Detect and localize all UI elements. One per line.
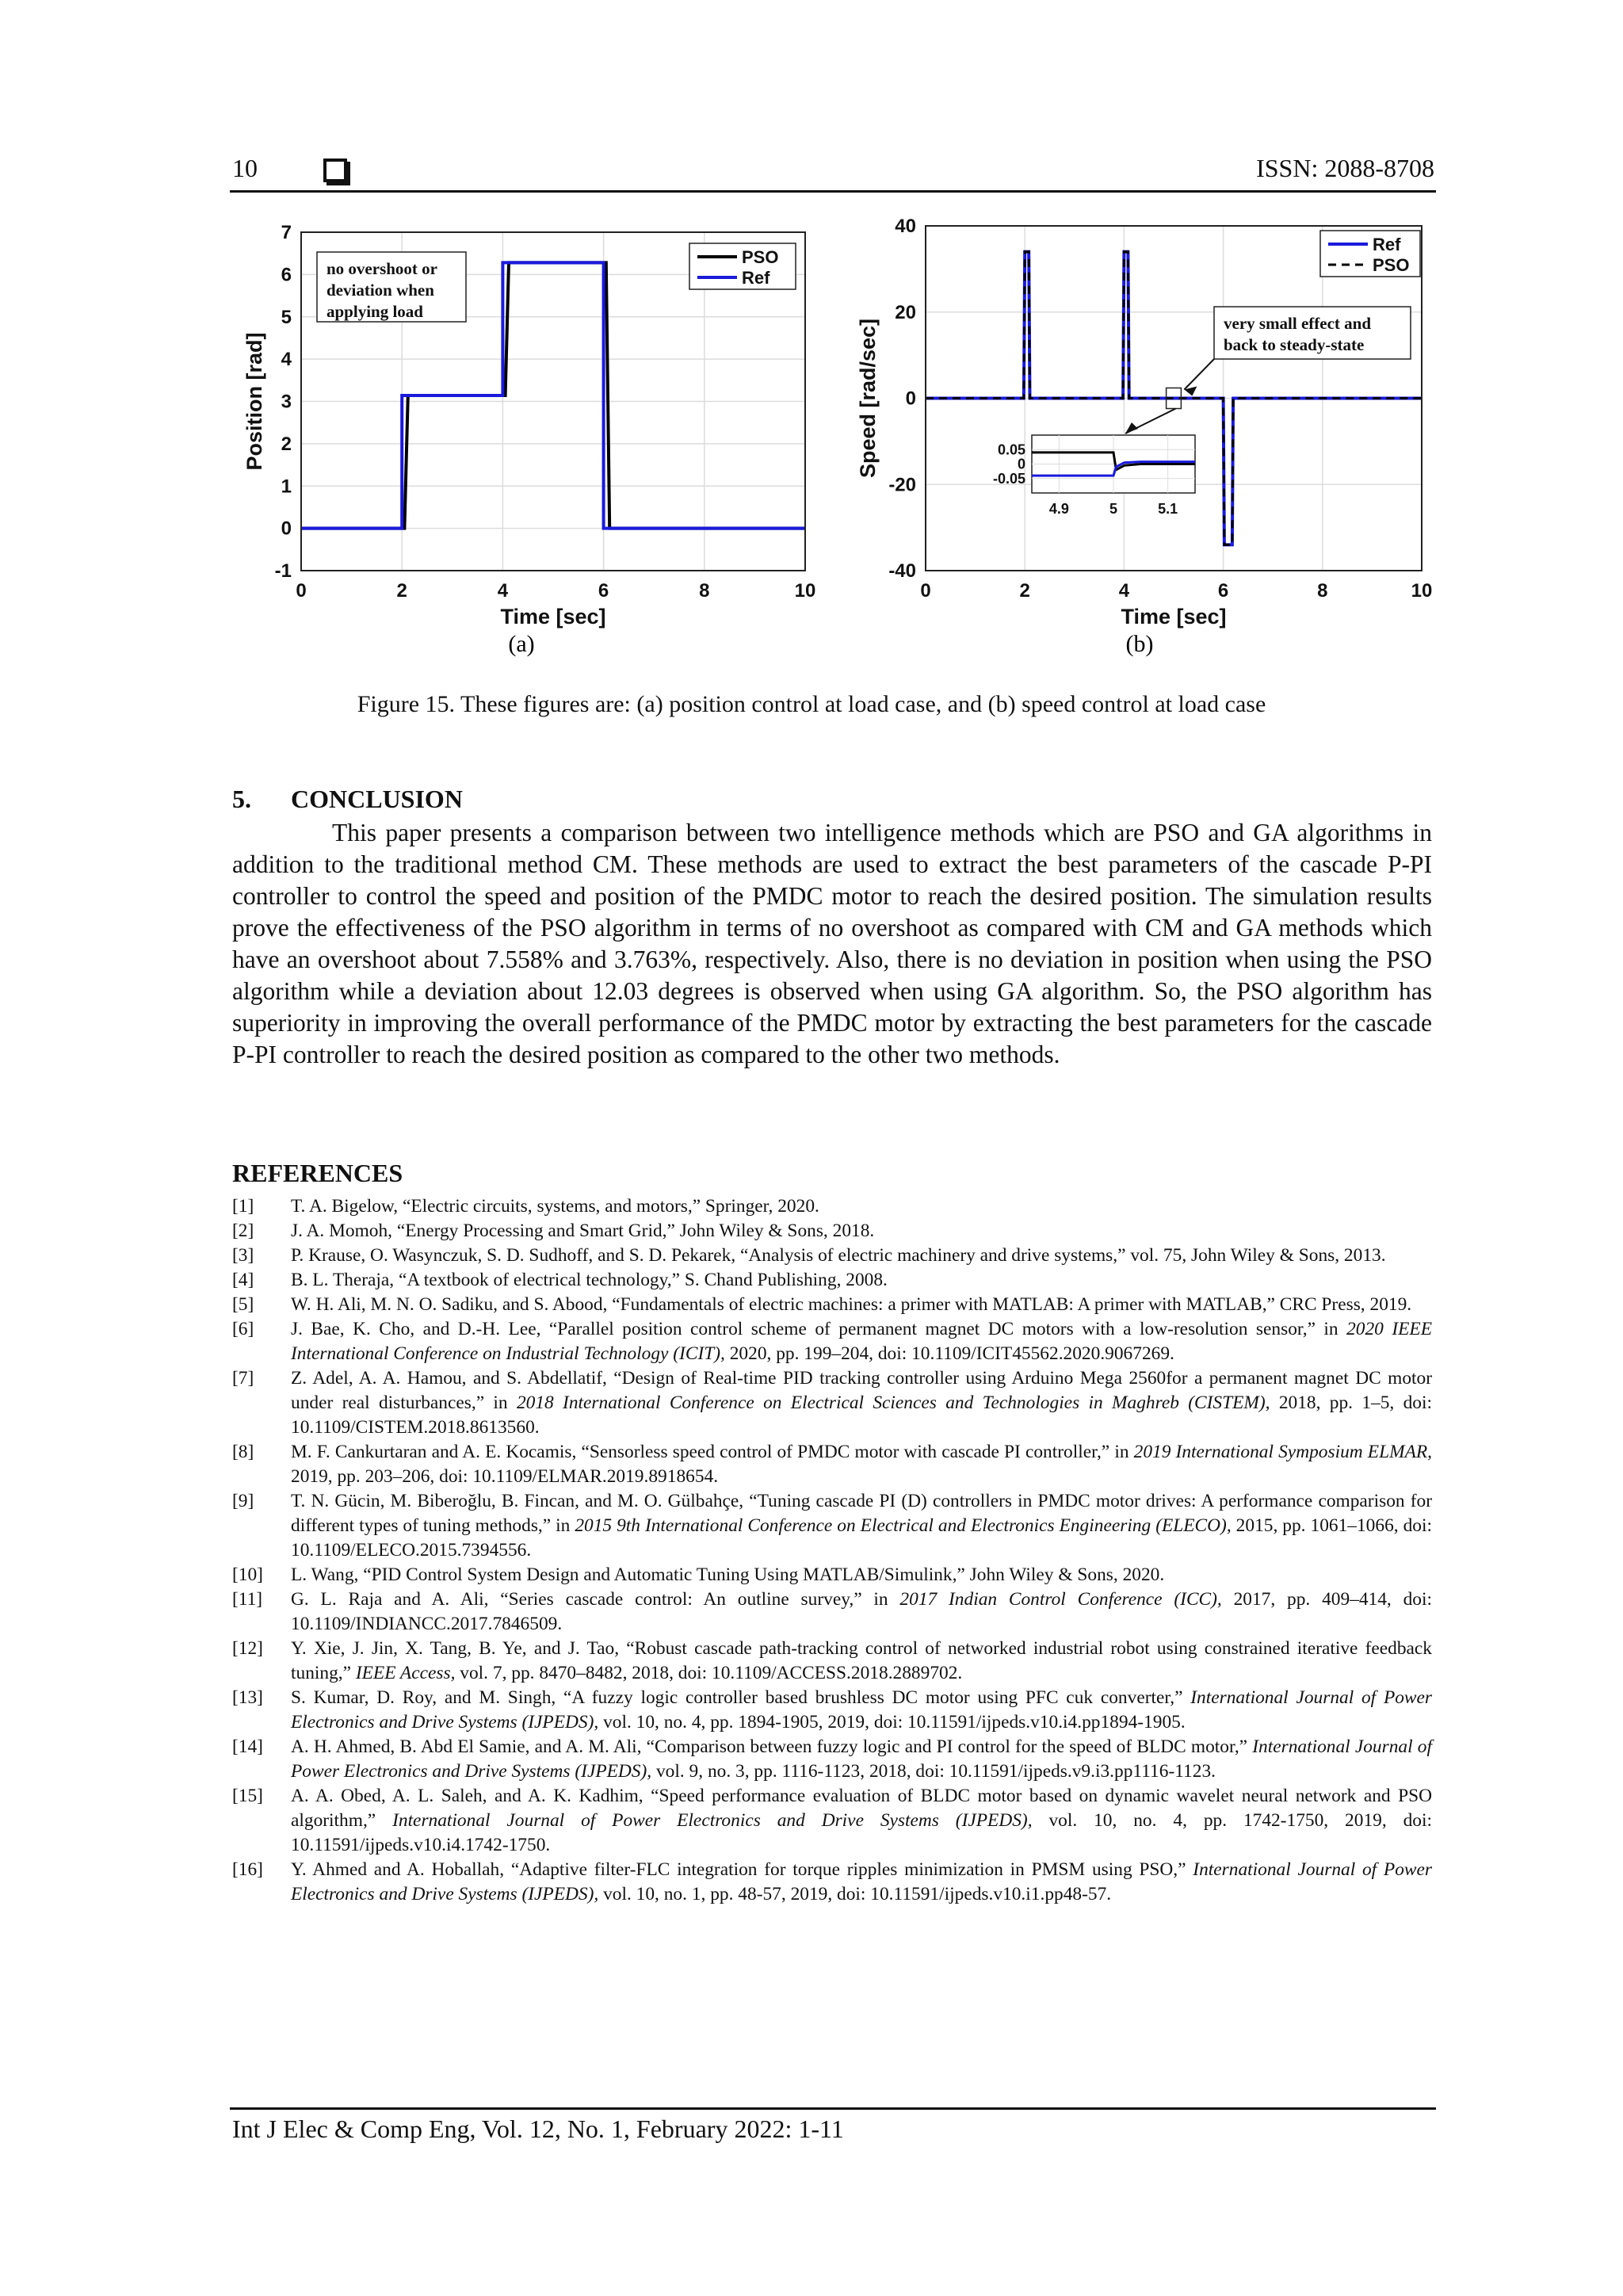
reference-text: W. H. Ali, M. N. O. Sadiku, and S. Abood, “Fundamentals of electric machines: a primer with MATLAB: A primer with MATLAB,” CRC Press, 2019. [291, 1294, 1412, 1315]
reference-item [232, 1858, 1432, 1907]
reference-number: [7] [232, 1368, 254, 1389]
reference-list [232, 1194, 1432, 1907]
legend-label: Ref [742, 268, 770, 288]
reference-number: [14] [232, 1736, 263, 1757]
reference-details: 2020, pp. 199–204, doi: 10.1109/ICIT45562.2020.9067269. [724, 1343, 1174, 1364]
box-icon [323, 159, 347, 182]
reference-details: 2019, pp. 203–206, doi: 10.1109/ELMAR.2019.8918654. [291, 1466, 719, 1487]
y-tick-label: 40 [895, 216, 916, 237]
reference-number: [8] [232, 1442, 254, 1462]
annotation-text: very small effect and [1224, 314, 1372, 333]
reference-details: vol. 7, pp. 8470–8482, 2018, doi: 10.1109/ACCESS.2018.2889702. [455, 1663, 963, 1683]
reference-number: [10] [232, 1564, 263, 1585]
reference-details: vol. 10, no. 1, pp. 48-57, 2019, doi: 10.11591/ijpeds.v10.i1.pp48-57. [598, 1884, 1112, 1904]
footer-rule [230, 2107, 1436, 2110]
section-title: CONCLUSION [291, 785, 463, 813]
x-tick-label: 10 [794, 580, 816, 602]
reference-number: [11] [232, 1589, 263, 1610]
reference-details: vol. 9, no. 3, pp. 1116-1123, 2018, doi: 10.11591/ijpeds.v9.i3.pp1116-1123. [651, 1761, 1216, 1782]
reference-item [232, 1317, 1432, 1366]
panel-b-label: (b) [1125, 631, 1154, 657]
y-axis-label: Speed [rad/sec] [856, 318, 880, 479]
reference-text: P. Krause, O. Wasynczuk, S. D. Sudhoff, and S. D. Pekarek, “Analysis of electric machinery and drive systems,” vol. 75, John Wiley & Sons, 2013. [291, 1245, 1386, 1266]
reference-item [232, 1244, 1432, 1268]
x-axis-label: Time [sec] [1121, 605, 1227, 628]
reference-number: [6] [232, 1319, 254, 1339]
y-tick-label: 4 [281, 349, 292, 371]
reference-details: vol. 10, no. 4, pp. 1894-1905, 2019, doi: 10.11591/ijpeds.v10.i4.pp1894-1905. [598, 1712, 1186, 1733]
reference-text: Y. Xie, J. Jin, X. Tang, B. Ye, and J. Tao, “Robust cascade path-tracking control of networked industrial robot using constrained iterative feedback tuning,” [291, 1638, 1432, 1683]
y-tick-label: 20 [895, 301, 916, 323]
reference-item [232, 1563, 1432, 1587]
reference-item [232, 1489, 1432, 1563]
inset-x-tick-label: 5.1 [1158, 501, 1178, 517]
figure-15 [0, 198, 1623, 674]
reference-venue: International Journal of Power Electronics and Drive Systems (IJPEDS), [291, 1736, 1432, 1782]
reference-venue: International Journal of Power Electronics and Drive Systems (IJPEDS), [392, 1810, 1033, 1831]
reference-venue: 2015 9th International Conference on Electrical and Electronics Engineering (ELECO), [575, 1515, 1232, 1536]
reference-item [232, 1366, 1432, 1440]
reference-text: A. H. Ahmed, B. Abd El Samie, and A. M. Ali, “Comparison between fuzzy logic and PI control for the speed of BLDC motor,” [291, 1736, 1253, 1757]
annotation-text: no overshoot or [327, 259, 437, 278]
section-heading [232, 785, 463, 814]
y-tick-label: 3 [281, 391, 292, 413]
reference-item [232, 1293, 1432, 1317]
reference-item [232, 1219, 1432, 1244]
y-tick-label: 0 [905, 388, 916, 410]
reference-item [232, 1735, 1432, 1784]
reference-number: [3] [232, 1245, 254, 1266]
reference-item [232, 1637, 1432, 1686]
reference-venue: 2018 International Conference on Electrical Sciences and Technologies in Maghreb (CISTEM), [516, 1392, 1270, 1413]
section-number: 5. [232, 785, 251, 813]
x-tick-label: 0 [296, 580, 307, 602]
footer-citation: Int J Elec & Comp Eng, Vol. 12, No. 1, February 2022: 1-11 [232, 2115, 844, 2143]
x-tick-label: 6 [598, 580, 609, 602]
reference-text: A. A. Obed, A. L. Saleh, and A. K. Kadhim, “Speed performance evaluation of BLDC motor based on dynamic wavelet neural network and PSO algorithm,” [291, 1786, 1432, 1831]
reference-venue: 2020 IEEE International Conference on Industrial Technology (ICIT), [291, 1319, 1432, 1364]
reference-text: T. A. Bigelow, “Electric circuits, systems, and motors,” Springer, 2020. [291, 1196, 819, 1217]
reference-text: J. A. Momoh, “Energy Processing and Smart Grid,” John Wiley & Sons, 2018. [291, 1221, 875, 1241]
y-axis-label: Position [rad] [242, 332, 266, 471]
reference-number: [13] [232, 1687, 263, 1708]
inset-y-tick-label: 0 [1017, 456, 1025, 472]
legend-label: PSO [1373, 255, 1410, 275]
reference-text: M. F. Cankurtaran and A. E. Kocamis, “Sensorless speed control of PMDC motor with cascade PI controller,” in [291, 1442, 1134, 1462]
reference-venue: International Journal of Power Electronics and Drive Systems (IJPEDS), [291, 1687, 1433, 1733]
reference-details: 2017, pp. 409–414, doi: 10.1109/INDIANCC.2017.7846509. [291, 1589, 1432, 1634]
reference-text: L. Wang, “PID Control System Design and Automatic Tuning Using MATLAB/Simulink,” John Wiley & Sons, 2020. [291, 1564, 1165, 1585]
reference-text: G. L. Raja and A. Ali, “Series cascade control: An outline survey,” in [291, 1589, 900, 1610]
legend-label: Ref [1373, 235, 1401, 254]
y-tick-label: 6 [281, 264, 292, 286]
annotation-text: back to steady-state [1224, 335, 1365, 354]
y-tick-label: 5 [281, 306, 292, 328]
conclusion-paragraph: This paper presents a comparison between two intelligence methods which are PSO and GA algorithms in addition to the traditional method CM. These methods are used to extract the best parameters of the cascade P-PI controller to control the speed and position of the PMDC motor to reach the desired position. The simulation results prove the effectiveness of the PSO algorithm in terms of no overshoot as compared with CM and GA methods which have an overshoot about 7.558% and 3.763%, respectively. Also, there is no deviation in position when using the PSO algorithm while a deviation about 12.03 degrees is observed when using GA algorithm. So, the PSO algorithm has superiority in improving the overall performance of the PMDC motor by extracting the best parameters for the cascade P-PI controller to reach the desired position as compared to the other two methods. [232, 819, 1432, 1068]
y-tick-label: -1 [274, 560, 292, 582]
figure-caption: Figure 15. These figures are: (a) position control at load case, and (b) speed control at load case [357, 691, 1266, 717]
y-tick-label: -20 [888, 474, 916, 496]
inset-y-tick-label: 0.05 [997, 441, 1025, 458]
reference-details: vol. 10, no. 4, pp. 1742-1750, 2019, doi: 10.11591/ijpeds.v10.i4.1742-1750. [291, 1810, 1432, 1855]
reference-text: Z. Adel, A. A. Hamou, and S. Abdellatif, “Design of Real-time PID tracking controller using Arduino Mega 2560for a permanent magnet DC motor under real disturbances,” in [291, 1368, 1432, 1413]
reference-item [232, 1194, 1432, 1219]
legend-label: PSO [742, 247, 779, 267]
x-tick-label: 10 [1411, 580, 1433, 602]
reference-number: [16] [232, 1859, 263, 1880]
reference-venue: 2019 International Symposium ELMAR, [1133, 1442, 1432, 1462]
inset-x-tick-label: 5 [1109, 501, 1118, 517]
issn-label: ISSN: 2088-8708 [1256, 154, 1434, 182]
reference-text: S. Kumar, D. Roy, and M. Singh, “A fuzzy logic controller based brushless DC motor using PFC cuk converter,” [291, 1687, 1191, 1708]
reference-item [232, 1784, 1432, 1858]
x-tick-label: 8 [699, 580, 710, 602]
y-tick-label: 7 [281, 222, 292, 243]
reference-item [232, 1587, 1432, 1637]
y-tick-label: 0 [281, 518, 292, 540]
reference-number: [4] [232, 1270, 254, 1290]
reference-number: [1] [232, 1196, 254, 1217]
reference-text: B. L. Theraja, “A textbook of electrical technology,” S. Chand Publishing, 2008. [291, 1270, 888, 1290]
reference-item [232, 1268, 1432, 1293]
speed-chart [856, 216, 1432, 628]
panel-a-label: (a) [508, 631, 535, 657]
reference-venue: 2017 Indian Control Conference (ICC), [899, 1589, 1222, 1610]
header-rule [230, 190, 1436, 193]
x-axis-label: Time [sec] [500, 605, 606, 628]
y-tick-label: -40 [888, 560, 916, 582]
x-tick-label: 4 [1118, 580, 1130, 602]
reference-text: Y. Ahmed and A. Hoballah, “Adaptive filter-FLC integration for torque ripples minimization in PMSM using PSO,” [291, 1859, 1193, 1880]
reference-venue: IEEE Access, [355, 1663, 456, 1683]
x-tick-label: 2 [1019, 580, 1030, 602]
reference-text: T. N. Gücin, M. Biberoğlu, B. Fincan, and M. O. Gülbahçe, “Tuning cascade PI (D) controllers in PMDC motor drives: A performance comparison for different types of tuning methods,” in [291, 1491, 1432, 1536]
reference-item [232, 1440, 1432, 1489]
reference-number: [2] [232, 1221, 254, 1241]
annotation-text: deviation when [327, 281, 434, 300]
position-chart [242, 222, 815, 628]
reference-number: [9] [232, 1491, 254, 1511]
x-tick-label: 4 [497, 580, 509, 602]
y-tick-label: 1 [281, 476, 292, 498]
reference-details: 2015, pp. 1061–1066, doi: 10.1109/ELECO.2015.7394556. [291, 1515, 1432, 1561]
x-tick-label: 8 [1317, 580, 1328, 602]
reference-text: J. Bae, K. Cho, and D.-H. Lee, “Parallel position control scheme of permanent magnet DC motors with a low-resolution sensor,” in [291, 1319, 1347, 1339]
page-number: 10 [232, 154, 258, 182]
x-tick-label: 0 [920, 580, 931, 602]
annotation-text: applying load [327, 302, 423, 321]
reference-number: [5] [232, 1294, 254, 1315]
references-heading: REFERENCES [232, 1159, 403, 1187]
reference-details: 2018, pp. 1–5, doi: 10.1109/CISTEM.2018.8613560. [291, 1392, 1432, 1438]
x-tick-label: 6 [1217, 580, 1229, 602]
y-tick-label: 2 [281, 433, 292, 455]
reference-number: [15] [232, 1786, 263, 1806]
reference-number: [12] [232, 1638, 263, 1659]
reference-venue: International Journal of Power Electronics and Drive Systems (IJPEDS), [291, 1859, 1432, 1904]
inset-y-tick-label: -0.05 [992, 470, 1025, 487]
reference-item [232, 1686, 1432, 1735]
inset-x-tick-label: 4.9 [1048, 501, 1069, 517]
x-tick-label: 2 [396, 580, 407, 602]
